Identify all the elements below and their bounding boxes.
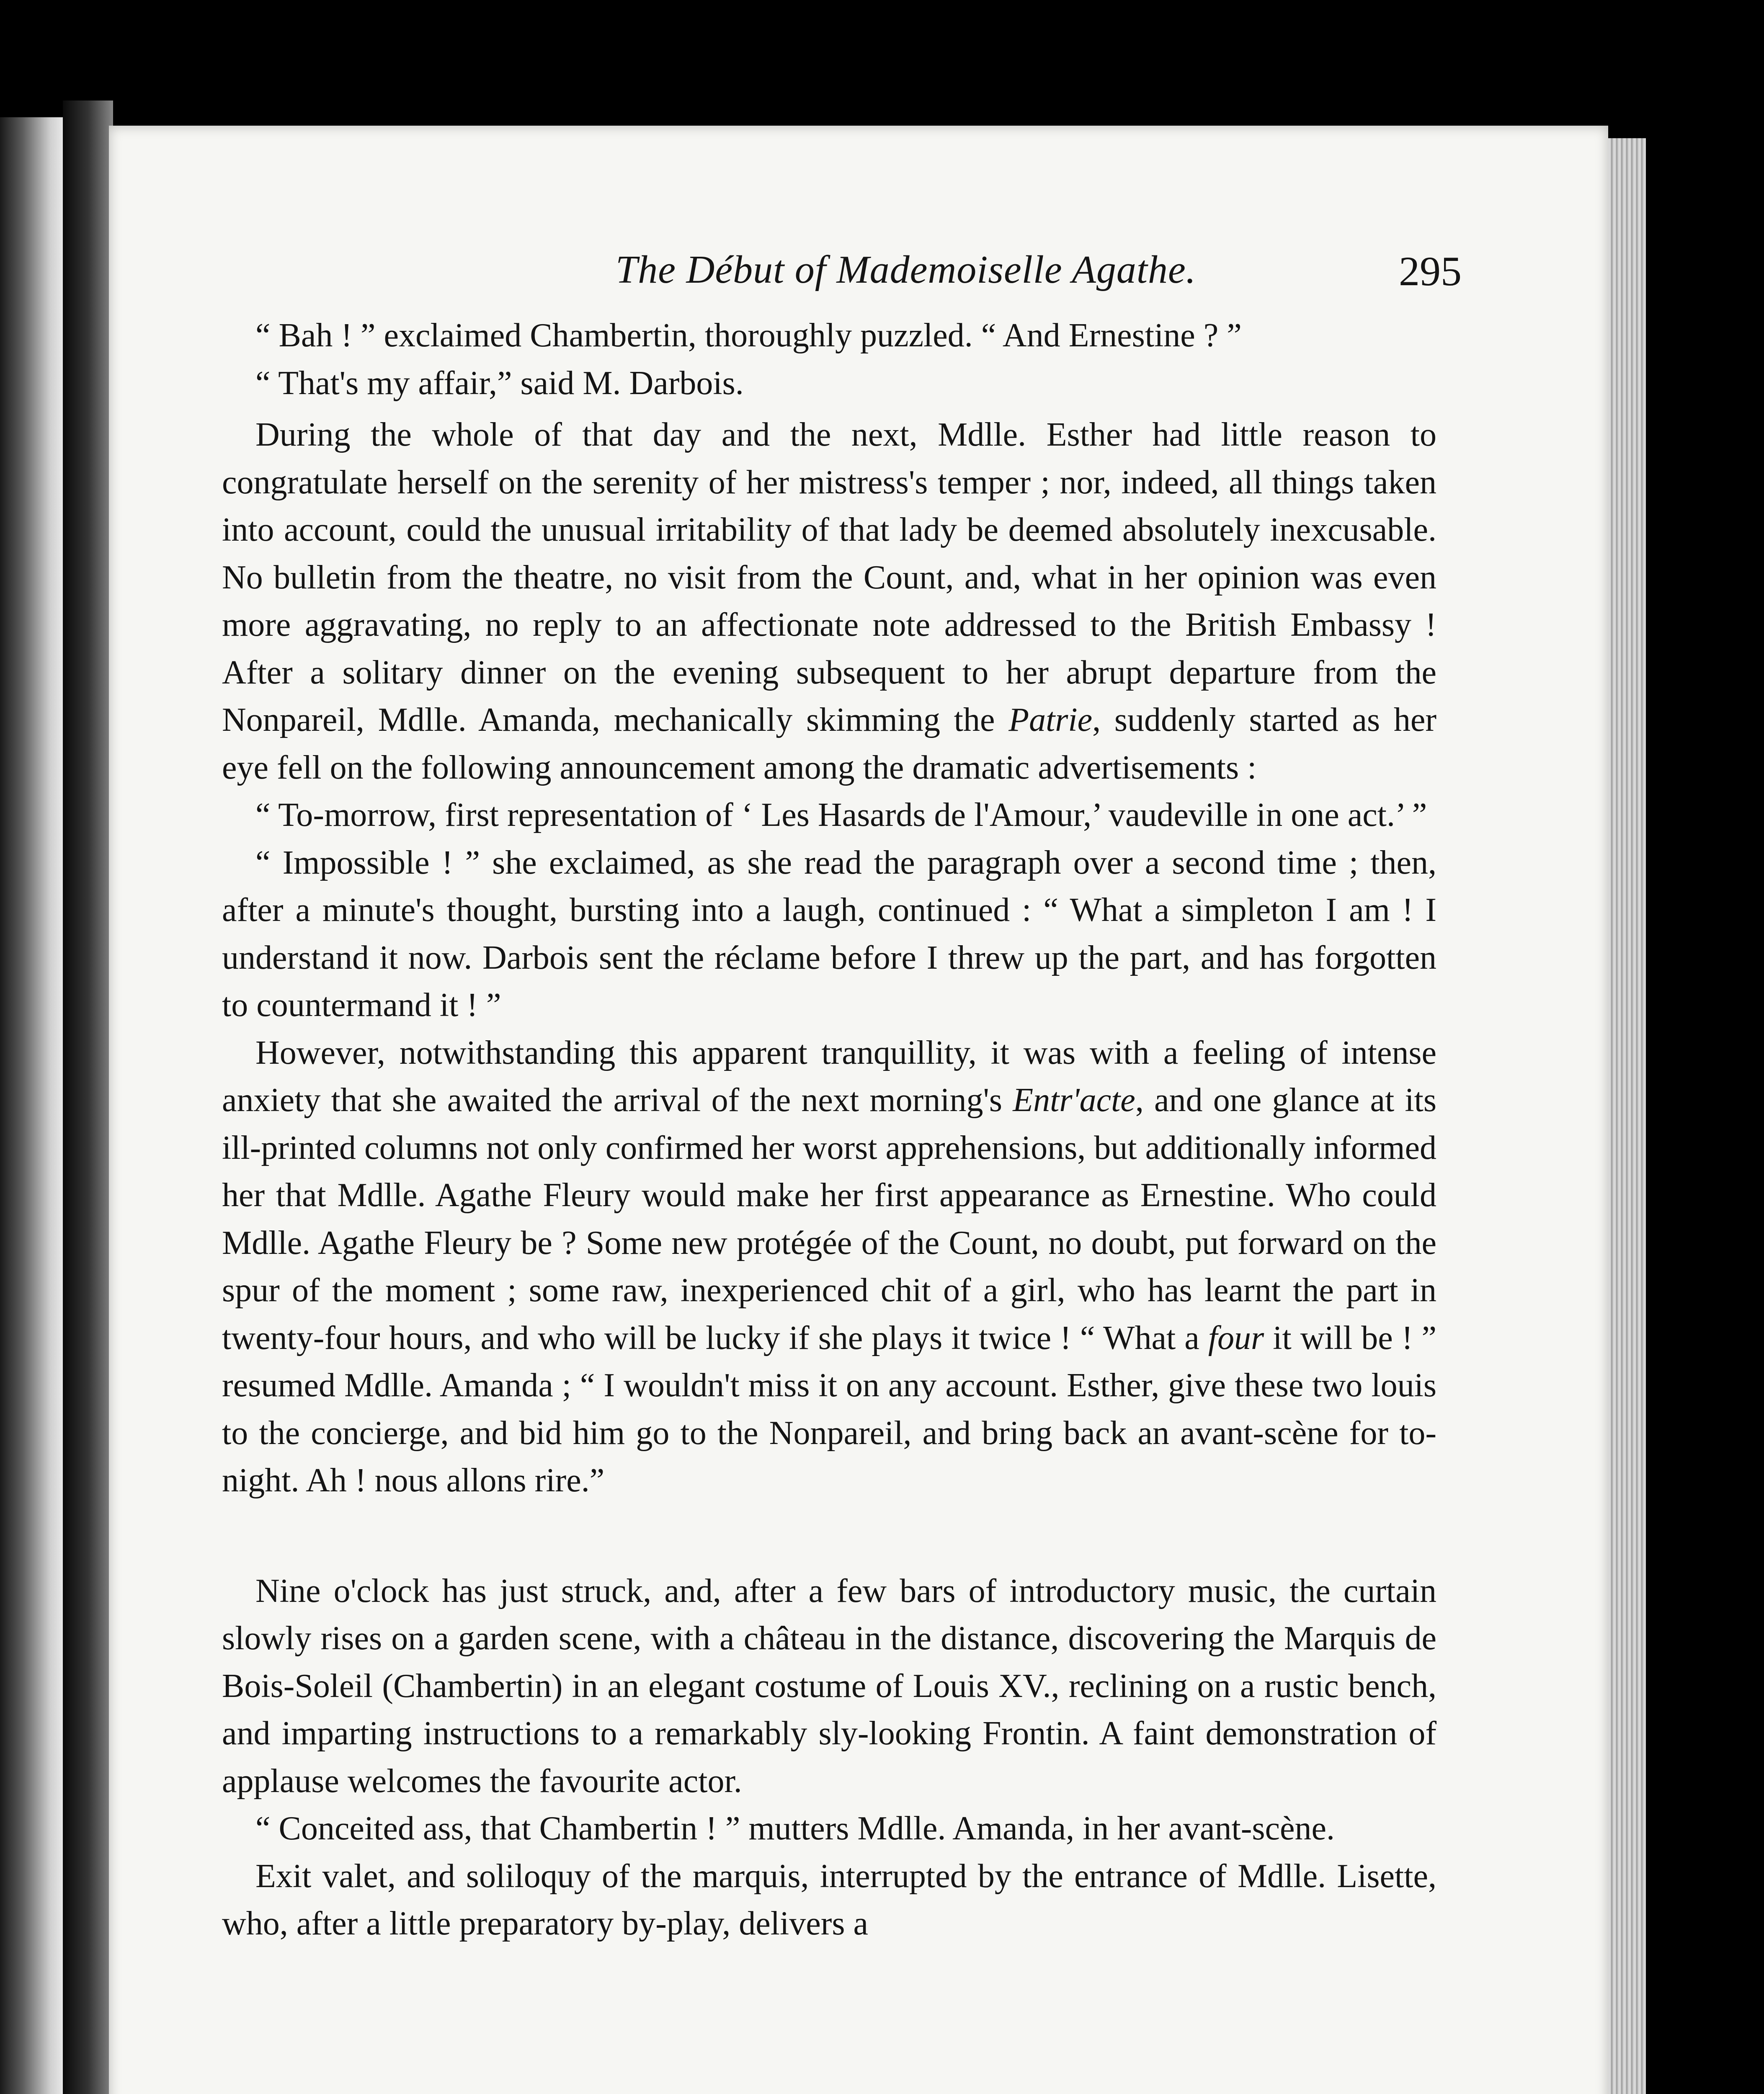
paragraph: “ To-morrow, first representation of ‘ Les Hasards de l'Amour,’ vaudeville in one act.’ ”	[255, 797, 1427, 833]
italic-title: Patrie	[1008, 701, 1093, 738]
paragraph-text: , suddenly started as her eye fell on the following announcement among the dramatic advertisements :	[222, 701, 1437, 786]
paragraph-text: it will be ! ” resumed Mdlle. Amanda ; “ I wouldn't miss it on any account. Esther, give these two louis to the concierge, and bid him go to the Nonpareil, and bring back an avant-scène for to-night. Ah ! nous allons rire.”	[222, 1319, 1437, 1499]
page-stack-edge	[1608, 138, 1646, 2094]
paragraph: “ Conceited ass, that Chambertin ! ” mutters Mdlle. Amanda, in her avant-scène.	[255, 1810, 1335, 1847]
running-title: The Début of Mademoiselle Agathe.	[616, 248, 1197, 291]
paragraph: “ Bah ! ” exclaimed Chambertin, thoroughly puzzled. “ And Ernestine ? ”	[255, 317, 1242, 354]
paragraph: “ That's my affair,” said M. Darbois.	[255, 364, 744, 402]
paragraph	[222, 1029, 1436, 1505]
italic-title: Entr'acte	[1013, 1082, 1135, 1119]
paragraph-text: However, notwithstanding this apparent tranquillity, it was with a feeling of intense anxiety that she awaited the arrival of the next morning's	[222, 1034, 1436, 1119]
page	[109, 126, 1608, 2094]
paragraph: Exit valet, and soliloquy of the marquis, interrupted by the entrance of Mdlle. Lisette, who, after a little preparatory by-play, delivers a	[222, 1857, 1436, 1942]
facing-page-edge	[0, 117, 63, 2094]
paragraph: Nine o'clock has just struck, and, after a few bars of introductory music, the curtain slowly rises on a garden scene, with a château in the distance, discovering the Marquis de Bois-Soleil (Chambertin) in an elegant costume of Louis XV., reclining on a rustic bench, and imparting instructions to a remarkably sly-looking Frontin. A faint demonstration of applause welcomes the favourite actor.	[222, 1572, 1436, 1800]
italic-word: four	[1208, 1319, 1264, 1356]
paragraph-text: , and one glance at its ill-printed columns not only confirmed her worst apprehensions, but additionally informed her that Mdlle. Agathe Fleury would make her first appearance as Ernestine. Who could Mdlle. Agathe Fleury be ? Some new protégée of the Count, no doubt, put forward on the spur of the moment ; some raw, inexperienced chit of a girl, who has learnt the part in twenty-four hours, and who will be lucky if she plays it twice ! “ What a	[222, 1082, 1436, 1356]
body-text	[222, 312, 1436, 1948]
paragraph	[222, 411, 1436, 792]
paragraph-text: During the whole of that day and the next, Mdlle. Esther had little reason to congratulate herself on the serenity of her mistress's temper ; nor, indeed, all things taken into account, could the unusual irritability of that lady be deemed absolutely inexcusable. No bulletin from the theatre, no visit from the Count, and, what in her opinion was even more aggravating, no reply to an affectionate note addressed to the British Embassy ! After a solitary dinner on the evening subsequent to her abrupt departure from the Nonpareil, Mdlle. Amanda, mechanically skimming the	[222, 416, 1436, 738]
page-number: 295	[1399, 248, 1462, 294]
book-gutter	[63, 101, 113, 2094]
running-head	[222, 247, 1462, 306]
paragraph: “ Impossible ! ” she exclaimed, as she read the paragraph over a second time ; then, after a minute's thought, bursting into a laugh, continued : “ What a simpleton I am ! I understand it now. Darbois sent the réclame before I threw up the part, and has forgotten to countermand it ! ”	[222, 844, 1436, 1024]
